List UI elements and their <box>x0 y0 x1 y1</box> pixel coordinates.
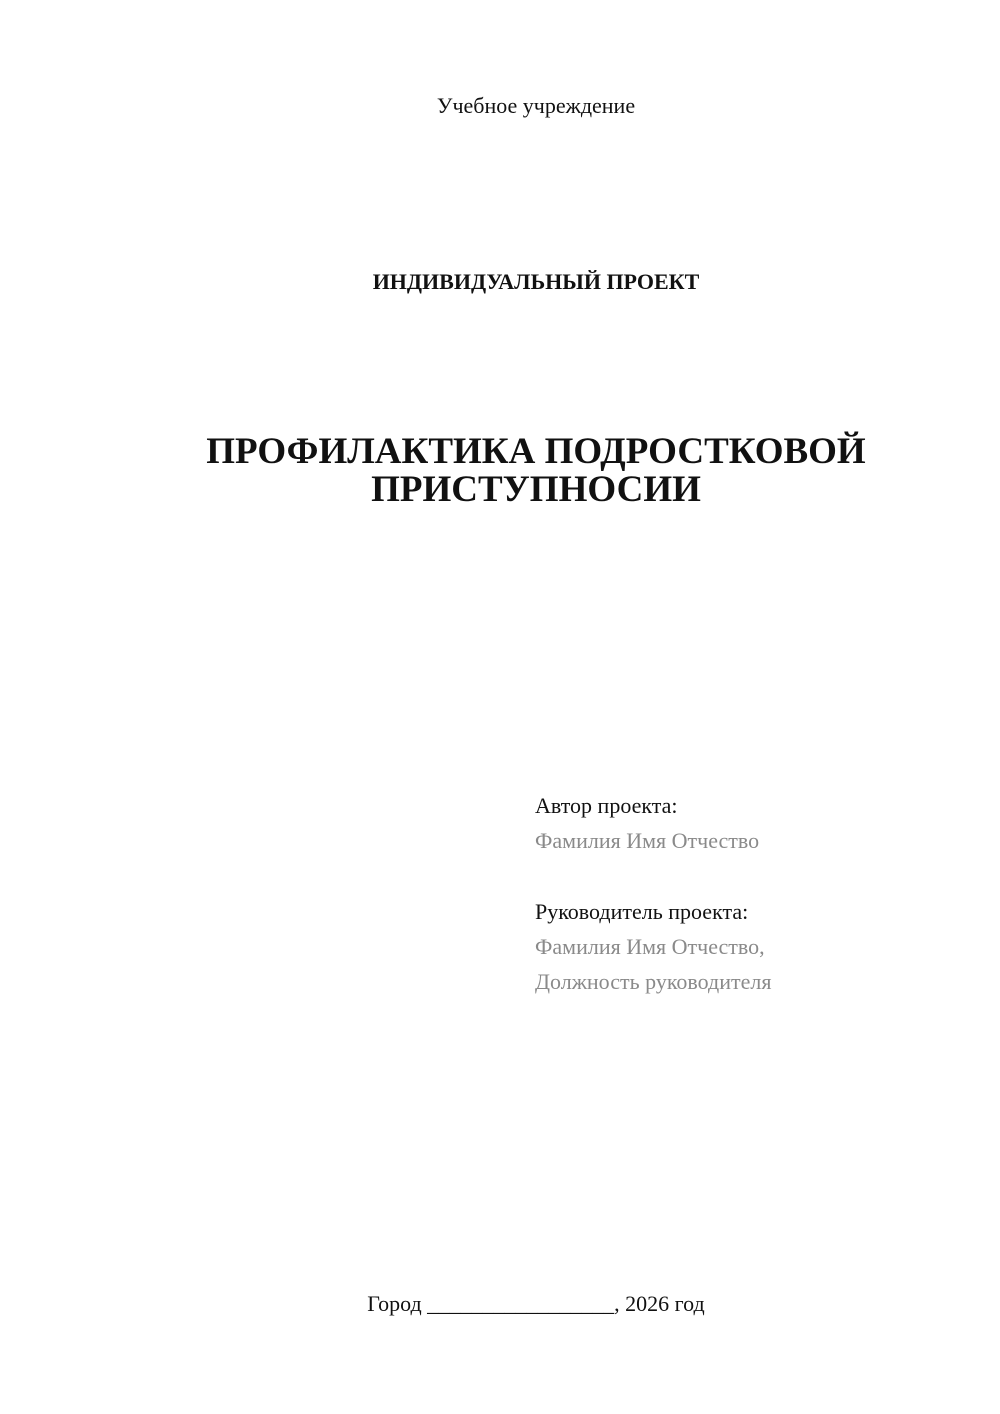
project-type: ИНДИВИДУАЛЬНЫЙ ПРОЕКТ <box>372 269 700 294</box>
institution-name: Учебное учреждение <box>436 93 636 118</box>
project-title-line: ПРОФИЛАКТИКА ПОДРОСТКОВОЙ <box>206 431 866 472</box>
project-title-line: ПРИСТУПНОСИИ <box>371 469 701 510</box>
supervisor-position: Должность руководителя <box>535 969 772 994</box>
author-name: Фамилия Имя Отчество <box>535 828 760 853</box>
author-label: Автор проекта: <box>535 793 678 818</box>
supervisor-label: Руководитель проекта: <box>535 899 749 924</box>
city-year-line: Город _________________, 2026 год <box>367 1291 705 1316</box>
supervisor-name: Фамилия Имя Отчество, <box>535 934 765 959</box>
project-info-block <box>535 788 975 999</box>
project-title <box>0 433 1000 509</box>
